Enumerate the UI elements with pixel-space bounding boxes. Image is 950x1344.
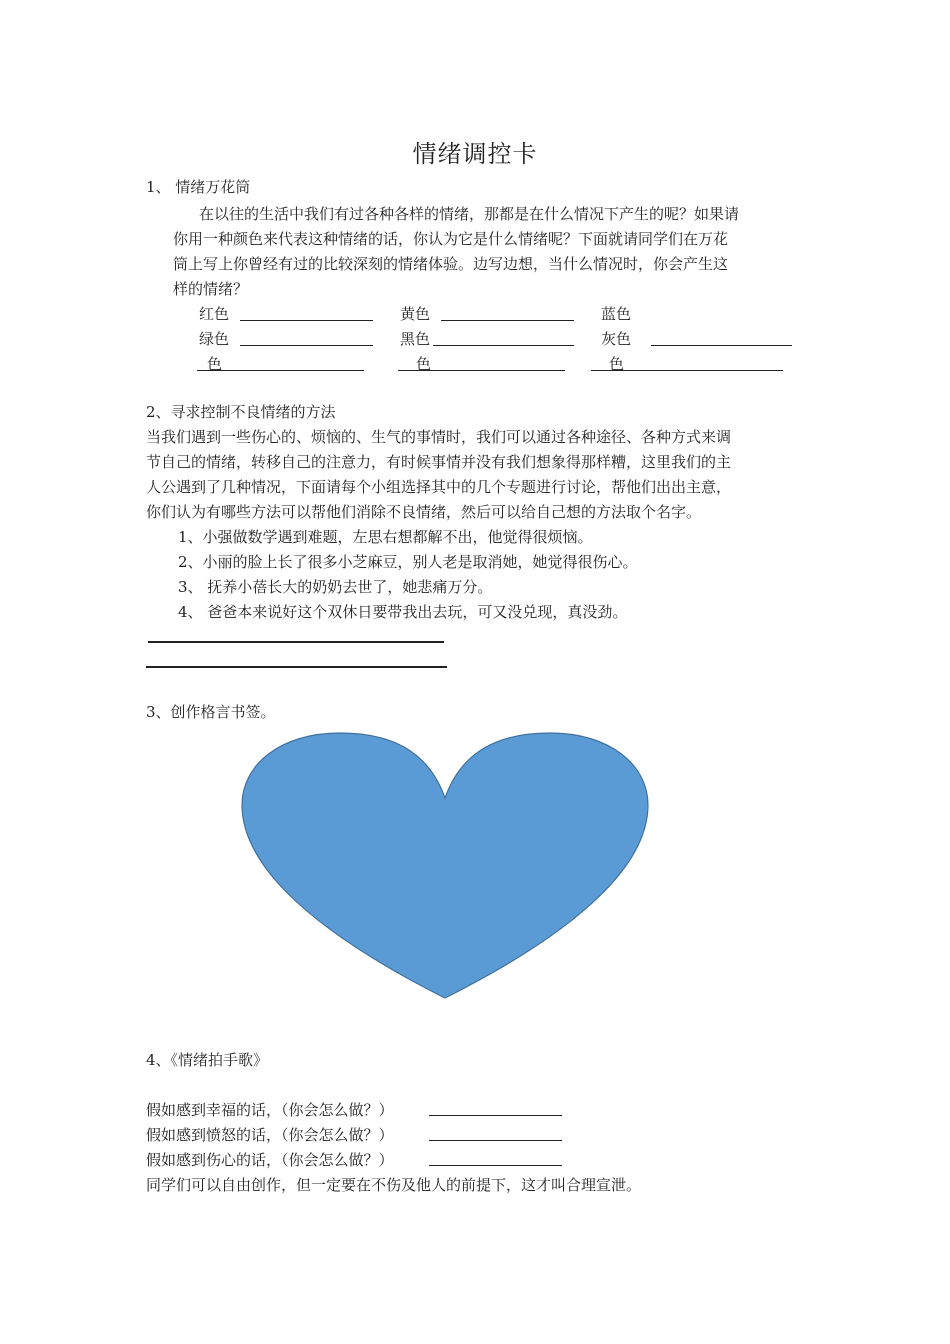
section2-para-line: 你们认为有哪些方法可以帮他们消除不良情绪，然后可以给自己想的方法取个名字。	[146, 503, 702, 521]
scenario-item: 3、 抚养小蓓长大的奶奶去世了，她悲痛万分。	[178, 578, 493, 596]
song-line: 假如感到幸福的话，（你会怎么做？）	[146, 1101, 394, 1119]
page-title: 情绪调控卡	[412, 140, 538, 168]
section1-para-line: 样的情绪？	[173, 280, 249, 298]
color-label-green: 绿色	[199, 330, 230, 348]
color-label-blank: 色	[207, 355, 223, 373]
section4-heading: 4、《情绪拍手歌》	[146, 1051, 269, 1069]
section3-heading: 3、创作格言书签。	[146, 703, 276, 721]
song-line: 假如感到伤心的话，（你会怎么做？）	[146, 1151, 394, 1169]
section1-para-line: 筒上写上你曾经有过的比较深刻的情绪体验。边写边想，当什么情况时，你会产生这	[173, 255, 729, 273]
answer-line[interactable]	[429, 1140, 562, 1141]
heart-shape	[240, 730, 650, 1002]
color-label-blue: 蓝色	[601, 305, 632, 323]
answer-line[interactable]	[146, 666, 447, 668]
answer-line[interactable]	[240, 320, 373, 321]
scenario-item: 2、小丽的脸上长了很多小芝麻豆，别人老是取消她，她觉得很伤心。	[178, 553, 638, 571]
section2-para-line: 当我们遇到一些伤心的、烦恼的、生气的事情时，我们可以通过各种途径、各种方式来调	[146, 428, 732, 446]
color-label-yellow: 黄色	[400, 305, 431, 323]
scenario-item: 4、 爸爸本来说好这个双休日要带我出去玩，可又没兑现，真没劲。	[178, 603, 628, 621]
color-label-blank: 色	[416, 355, 432, 373]
song-line: 假如感到愤怒的话，（你会怎么做？）	[146, 1126, 394, 1144]
color-label-blank: 色	[609, 355, 625, 373]
closing-text: 同学们可以自由创作，但一定要在不伤及他人的前提下，这才叫合理宣泄。	[146, 1176, 642, 1194]
answer-line[interactable]	[240, 345, 373, 346]
color-label-gray: 灰色	[601, 330, 632, 348]
section2-para-line: 节自己的情绪，转移自己的注意力，有时候事情并没有我们想象得那样糟，这里我们的主	[146, 453, 732, 471]
answer-line[interactable]	[651, 345, 792, 346]
section1-heading: 1、 情绪万花筒	[146, 178, 251, 196]
answer-line[interactable]	[433, 345, 574, 346]
answer-line[interactable]	[148, 641, 444, 643]
color-label-red: 红色	[199, 305, 230, 323]
scenario-item: 1、小强做数学遇到难题，左思右想都解不出，他觉得很烦恼。	[178, 528, 593, 546]
color-label-black: 黑色	[400, 330, 431, 348]
section2-para-line: 人公遇到了几种情况，下面请每个小组选择其中的几个专题进行讨论，帮他们出出主意，	[146, 478, 732, 496]
section1-para-line: 在以往的生活中我们有过各种各样的情绪，那都是在什么情况下产生的呢？如果请	[199, 205, 740, 223]
answer-line[interactable]	[441, 320, 574, 321]
answer-line[interactable]	[429, 1165, 562, 1166]
answer-line[interactable]	[197, 370, 364, 371]
answer-line[interactable]	[429, 1115, 562, 1116]
section1-para-line: 你用一种颜色来代表这种情绪的话，你认为它是什么情绪呢？下面就请同学们在万花	[173, 230, 729, 248]
section2-heading: 2、寻求控制不良情绪的方法	[146, 403, 336, 421]
